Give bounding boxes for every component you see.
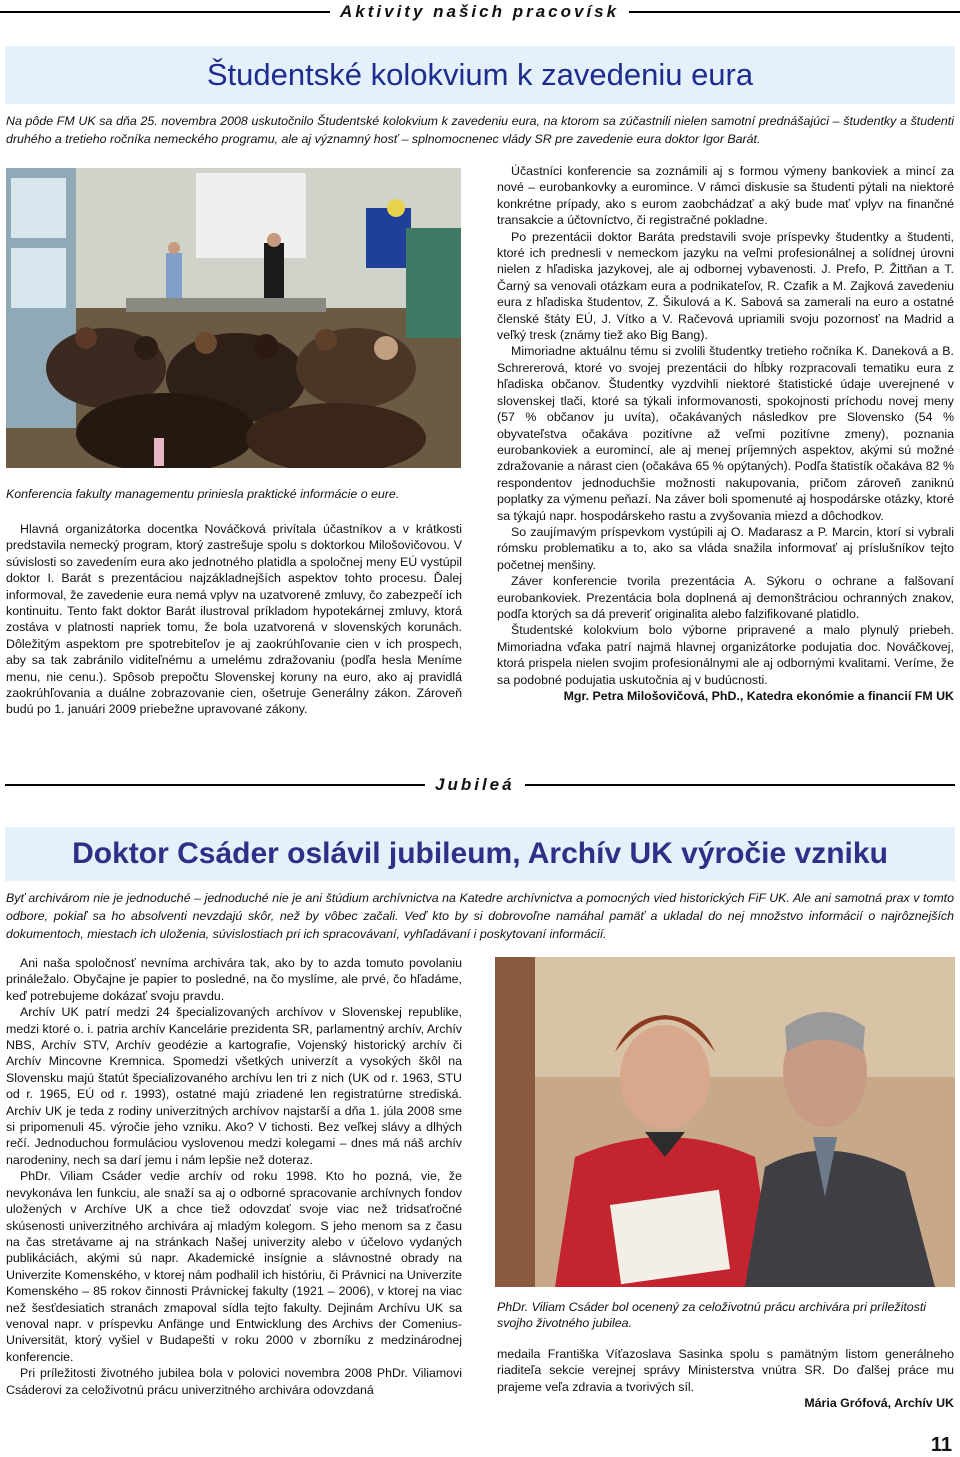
article2-left-column xyxy=(6,955,462,1398)
paragraph: Hlavná organizátorka docentka Nováčková privítala účastníkov a v krátkosti predstavila nemecký program, ktorý zastrešuje spolu s doktorkou Milošovičovou. V súvislosti so zavedením eura ako jednotného platidla a spoločnej meny EÚ vystúpil doktor I. Barát s prezentáciou najzákladnejších aspektov tohto procesu. Ďalej informoval, že zavedenie eura nemá vplyv na uzatvorené zmluvy, čo zabezpečí ich kontinuitu. Tento fakt doktor Barát ilustroval príkladom hypotekárnej zmluvy, ktorá zostáva v platnosti napriek tomu, že bola uzatvorená v slovenských korunách. Dôležitým aspektom pre spotrebiteľov je aj zaokrúhľovanie cien v ich prospech, aby sa tak zabránilo viditeľnému a umelému zdražovaniu (podľa hesla Meníme menu, nie cenu.). Spôsob prepočtu Slovenskej koruny na euro, ako aj pravidlá zaokrúhľovania a duálne zobrazovanie cien, ošetruje Generálny zákon. Zároveň budú po 1. januári 2009 priebežne upravované zákony. xyxy=(6,522,462,717)
article-signature: Mária Grófová, Archív UK xyxy=(804,1396,954,1411)
header-rule-right xyxy=(629,11,960,13)
paragraph: So zaujímavým príspevkom vystúpili aj O. Madarasz a P. Marcin, ktorí si vybrali rómsku problematiku a to, ako sa vláda snažila informovať aj príslušníkov tejto početnej menšiny. xyxy=(497,524,954,572)
paragraph: Účastníci konferencie sa zoznámili aj s formou výmeny bankoviek a mincí za nové – eurobankovky a euromince. V rámci diskusie sa študenti pýtali na niektoré konkrétne prípady, ako s eurom zaobchádzať a aký bude mať vplyv na finančné transakcie a účtovníctvo, či registračné pokladne. xyxy=(497,164,954,228)
article1-left-column xyxy=(6,521,462,718)
photo-caption: Konferencia fakulty managementu priniesla praktické informácie o eure. xyxy=(6,487,400,501)
section-label: Jubileá xyxy=(435,775,515,794)
ceremony-photo xyxy=(495,957,955,1287)
page-number: 11 xyxy=(930,1434,952,1456)
conference-photo xyxy=(6,168,461,468)
article2-right-column xyxy=(497,1346,954,1412)
section-label: Aktivity našich pracovísk xyxy=(340,2,620,21)
paragraph: Študentské kolokvium bolo výborne pripravené a malo plynulý priebeh. Mimoriadna vďaka patrí najmä hlavnej organizátorke podujatia doc. Nováčkovej, ktorá prispela nielen svojim profesionálnymi ale aj odbornými kvalitami. Veríme, že sa podobné podujatia uskutočnia aj v budúcnosti. xyxy=(497,623,954,687)
header-rule-left xyxy=(5,784,425,786)
paragraph: Archív UK patrí medzi 24 špecializovaných archívov v Slovenskej republike, medzi ktoré o. i. patria archív Kancelárie prezidenta SR, parlamentný archív, Archív NBS, Archív STV, Archív geodézie a kartografie, Vojenský historický archív či Archív Mincovne Kremnica. Spomedzi všetkých univerzít a vysokých škôl na Slovensku majú štatút špecializovaného archívu len tri z nich (UK od r. 1963, STU od r. 1965, EÚ od r. 1993), ostatné majú zriadené len registratúrne strediská. Archív UK je teda z rodiny univerzitných archívov najstarší a dňa 1. júla 2008 sme si pripomenuli 45. výročie jeho vzniku. Ako? V tichosti. Bez veľkej slávy a dlhých rečí. Jednoduchou formuláciou vyslovenou medzi kolegami – dnes má náš archív narodeniny, nech sa darí jemu i nám lepšie než doteraz. xyxy=(6,1005,462,1167)
article-intro: Byť archivárom nie je jednoduché – jednoduché nie je ani štúdium archívnictva na Katedre archívnictva a pomocných vied historických FiF UK. Ale ani samotná prax v tomto odbore, pokiaľ sa ho absolventi nevzdajú skôr, než by vôbec začali. Veď kto by si dobrovoľne namáhal pamäť a ukladal do nej množstvo informácií o najrôznejších dokumentoch, miestach ich uloženia, súvislostiach pri ich spracovávaní, vyhľadávaní i poskytovaní informácií. xyxy=(6,891,954,941)
article-intro: Na pôde FM UK sa dňa 25. novembra 2008 uskutočnilo Študentské kolokvium k zavedeniu eura, na ktorom sa zúčastnili nielen samotní prednášajúci – študentky a študenti druhého a tretieho ročníka nemeckého programu, ale aj významný hosť – splnomocnenec vlády SR pre zavedenie eura doktor Igor Barát. xyxy=(6,114,954,146)
article-title: Doktor Csáder oslávil jubileum, Archív UK výročie vzniku xyxy=(72,837,888,870)
lecture-hall-image xyxy=(6,168,461,468)
paragraph: Ani naša spoločnosť nevníma archivára tak, ako by to azda tomuto povolaniu prináležalo. Obyčajne je papier to posledné, na čo myslíme, ale prvé, čo hľadáme, keď potrebujeme dokázať svoju pravdu. xyxy=(6,956,462,1003)
article-title: Študentské kolokvium k zavedeniu eura xyxy=(206,57,754,92)
section-header-jubilees xyxy=(0,773,960,797)
article-signature: Mgr. Petra Milošovičová, PhD., Katedra ekonómie a financií FM UK xyxy=(563,689,954,703)
article-title-banner xyxy=(5,46,955,104)
paragraph: Po prezentácii doktor Baráta predstavili svoje príspevky študentky a študenti, ktoré ich prednesli v nemeckom jazyku na veľmi profesionálnej a solídnej úrovni nielen z hľadiska jazykovej, ale aj odbornej vybavenosti. J. Prefo, P. Žittňan a T. Čarný sa venovali otázkam eura a podnikateľov, R. Czafik a M. Zajková zavedeniu eura z hľadiska študentov, Z. Šikulová a K. Sabová sa zamerali na euro a ostatné členské štáty EÚ, J. Vítko a V. Račevová upriamili svoju pozornosť na Madrid a veľký tresk (známy tiež ako Big Bang). xyxy=(497,229,954,343)
article-title-banner xyxy=(5,827,955,881)
paragraph: PhDr. Viliam Csáder vedie archív od roku 1998. Kto ho pozná, vie, že nevykonáva len funkciu, ale snaží sa aj o odborné spracovanie archívnych fondov uložených v Archíve UK a chce tiež odovzdať svoje viac než tridsaťročné skúsenosti univerzitného archivára aj mladým kolegom. S jeho menom sa z času na čas stretávame aj na stránkach Našej univerzity alebo v účelovo vydaných publikáciách, akými sú napr. Akademické insígnie a slávnostné obrady na Univerzite Komenského, v ktorej nám podhalil ich históriu, či Právnici na Univerzite Komenského – 85 rokov činnosti Právnickej fakulty (1921 – 2006), v ktorej na viac než šesťdesiatich stranách zmapoval sídla tejto fakulty. Dejinám Archívu UK sa venoval napr. v príspevku Anfänge und Entwicklung des Archivs der Comenius-Universität, ktorý vyšiel v Budapešti v roku 2000 v zborníku z medzinárodnej konferencie. xyxy=(6,1169,462,1364)
award-ceremony-image xyxy=(495,957,955,1287)
article1-right-column xyxy=(497,163,954,704)
paragraph: Pri príležitosti životného jubilea bola v polovici novembra 2008 PhDr. Viliamovi Csáderovi za celoživotnú prácu univerzitného archivára odovzdaná xyxy=(6,1366,462,1397)
section-header-activities xyxy=(0,0,960,24)
header-rule-left xyxy=(0,11,330,13)
header-rule-right xyxy=(525,784,955,786)
paragraph: Mimoriadne aktuálnu tému si zvolili študentky tretieho ročníka K. Daneková a B. Schrererová, ktoré vo svojej prezentácii do hĺbky rozpracovali tematiku eura z hľadiska občanov. Študentky vyzdvihli niektoré štatistické údaje uverejnené v slovenskej tlači, ktoré sa týkali informovanosti, spokojnosti príchodu novej meny (57 % občanov ju uvíta), očakávaných následkov pre Slovensko (54 % obyvateľstva očakáva pozitívne až veľmi pozitívne zmeny), poznania eurobankoviek a euromincí, ale aj menej príjemných aspektov, akými sú možné zdražovanie a nárast cien (očakáva 65 % opýtaných). Podľa štatistík očakáva 82 % respondentov jednoduchšie možnosti nakupovania, pričom zároveň zaniknú poplatky za výmenu peňazí. Na záver boli spomenuté aj hospodárske otázky, ktoré sa týkajú napr. hospodárskeho rastu a zvyšovania miezd a dôchodkov. xyxy=(497,344,954,523)
photo-caption: PhDr. Viliam Csáder bol ocenený za celoživotnú prácu archivára pri príležitosti svojho životného jubilea. xyxy=(497,1300,927,1331)
paragraph: medaila Františka Víťazoslava Sasinka spolu s pamätným listom generálneho riaditeľa sekcie verejnej správy Ministerstva vnútra SR. Do ďalšej práce mu prajeme veľa zdravia a tvorivých síl. xyxy=(497,1347,954,1394)
paragraph: Záver konferencie tvorila prezentácia A. Sýkoru o ochrane a falšovaní eurobankoviek. Prezentácia bola doplnená aj demonštráciou ochranných znakov, podľa ktorých sa dá preveriť originalita alebo falzifikované platidlo. xyxy=(497,574,954,621)
